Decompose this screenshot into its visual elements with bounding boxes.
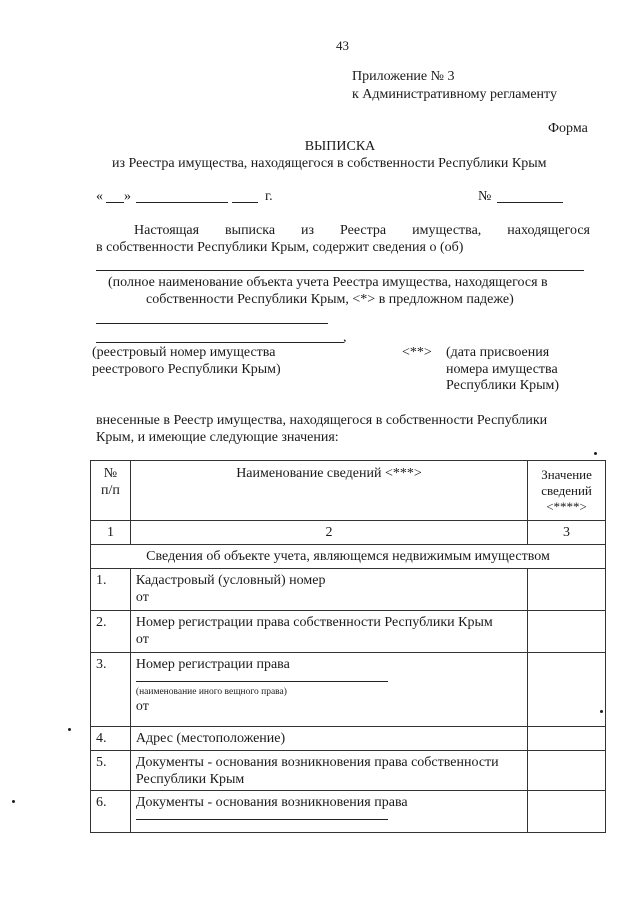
row-name-cell <box>130 653 527 727</box>
number-sign: № <box>478 189 492 204</box>
row-num: 2. <box>91 611 131 653</box>
row-name-cell <box>130 569 527 611</box>
reg-number-underline-1 <box>96 323 328 324</box>
header-name-cell <box>130 461 527 521</box>
intro-word: имущества, <box>412 223 482 238</box>
footnote-mark: <**> <box>402 345 432 360</box>
appendix-line-1: Приложение № 3 <box>352 69 455 84</box>
comma: , <box>343 330 347 345</box>
row-num: 1. <box>91 569 131 611</box>
row-value <box>528 791 606 833</box>
row-name-from: от <box>135 590 149 605</box>
row-name-from: от <box>135 632 149 647</box>
reg-number-hint-1: (реестровый номер имущества <box>92 345 276 360</box>
year-underline <box>232 202 258 203</box>
header-value-line2: сведений <box>541 483 592 498</box>
row-num: 3. <box>91 653 131 727</box>
quote-close: » <box>124 189 131 204</box>
scan-speck <box>68 728 71 731</box>
row-name: Документы - основания возникновения права собственности <box>135 755 499 770</box>
row-name-cont: Республики Крым <box>135 772 245 787</box>
table-row <box>91 653 606 727</box>
row-name: Документы - основания возникновения права <box>135 795 408 810</box>
row-name-cell <box>130 611 527 653</box>
column-number-row <box>91 521 606 545</box>
date-hint-1: (дата присвоения <box>446 345 550 360</box>
intro-word: Реестра <box>340 223 387 238</box>
header-value-cell <box>528 461 606 521</box>
entered-line-2: Крым, и имеющие следующие значения: <box>96 430 339 445</box>
row-name-from: от <box>135 699 149 714</box>
form-label: Форма <box>548 121 588 136</box>
year-suffix: г. <box>265 189 273 204</box>
intro-line-2: в собственности Республики Крым, содержит сведения о (об) <box>96 240 464 255</box>
number-underline <box>497 202 563 203</box>
section-row <box>91 545 606 569</box>
row-name-hint: (наименование иного вещного права) <box>135 687 287 697</box>
header-name: Наименование сведений <***> <box>236 466 422 481</box>
quote-open: « <box>96 189 103 204</box>
scan-speck <box>12 800 15 803</box>
row-num: 5. <box>91 751 131 791</box>
header-num-line1: № <box>103 466 118 481</box>
full-name-underline <box>96 270 584 271</box>
col-number-2: 2 <box>130 521 527 545</box>
documents-underline <box>136 819 388 820</box>
table-row <box>91 727 606 751</box>
date-hint-3: Республики Крым) <box>446 378 559 393</box>
full-name-hint-2: собственности Республики Крым, <*> в предложном падеже) <box>146 292 514 307</box>
date-hint-2: номера имущества <box>446 362 558 377</box>
intro-word: находящегося <box>507 223 590 238</box>
table-row <box>91 611 606 653</box>
row-value <box>528 569 606 611</box>
col-number-3: 3 <box>528 521 606 545</box>
intro-word: выписка <box>225 223 276 238</box>
month-underline <box>136 202 228 203</box>
row-num: 4. <box>91 727 131 751</box>
intro-line-1 <box>134 222 590 239</box>
header-value-line1: Значение <box>541 467 592 482</box>
header-num-cell <box>91 461 131 521</box>
row-name: Номер регистрации права <box>135 657 290 672</box>
page-number: 43 <box>336 38 349 53</box>
header-value-line3: <****> <box>546 499 587 514</box>
row-name: Кадастровый (условный) номер <box>135 573 326 588</box>
entered-line-1: внесенные в Реестр имущества, находящегося в собственности Республики <box>96 413 548 428</box>
row-name: Номер регистрации права собственности Республики Крым <box>135 615 493 630</box>
header-num-line2: п/п <box>101 483 120 498</box>
right-name-underline <box>136 681 388 682</box>
row-name-cell <box>130 791 527 833</box>
section-title: Сведения об объекте учета, являющемся недвижимым имуществом <box>91 545 606 569</box>
reg-number-hint-2: реестрового Республики Крым) <box>92 362 281 377</box>
row-value <box>528 611 606 653</box>
scan-speck <box>600 710 603 713</box>
document-subtitle: из Реестра имущества, находящегося в собственности Республики Крым <box>112 156 547 171</box>
register-table <box>90 460 606 833</box>
row-name-cell <box>130 751 527 791</box>
reg-number-underline-2 <box>96 342 344 343</box>
appendix-line-2: к Административному регламенту <box>352 87 557 102</box>
intro-word: Настоящая <box>134 223 200 238</box>
table-header-row <box>91 461 606 521</box>
document-title: ВЫПИСКА <box>304 139 376 154</box>
col-number-1: 1 <box>91 521 131 545</box>
day-underline <box>106 202 124 203</box>
row-name: Адрес (местоположение) <box>130 727 527 751</box>
intro-word: из <box>301 223 315 238</box>
table-row <box>91 569 606 611</box>
table-row <box>91 791 606 833</box>
scan-speck <box>594 452 597 455</box>
row-value <box>528 727 606 751</box>
row-value <box>528 751 606 791</box>
table-row <box>91 751 606 791</box>
row-num: 6. <box>91 791 131 833</box>
row-value <box>528 653 606 727</box>
full-name-hint-1: (полное наименование объекта учета Реестра имущества, находящегося в <box>108 275 548 290</box>
